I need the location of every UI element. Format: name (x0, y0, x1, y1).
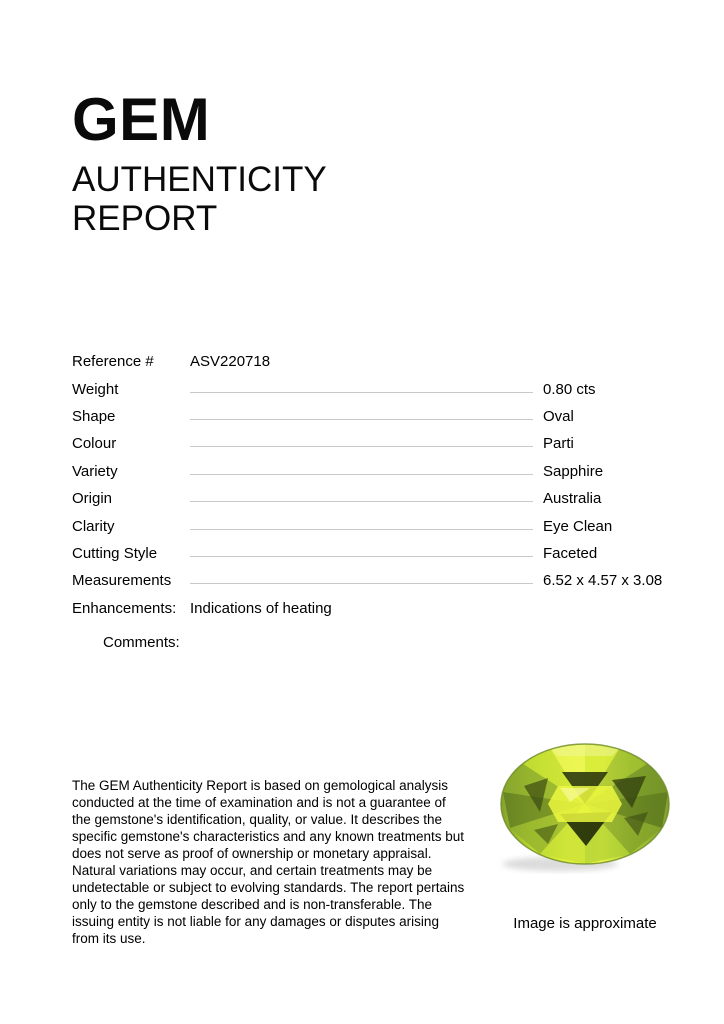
field-value-weight: 0.80 cts (543, 380, 596, 398)
leader-line (190, 529, 533, 530)
gem-details-section (72, 348, 662, 656)
gem-image (498, 742, 672, 874)
field-value-shape: Oval (543, 407, 574, 425)
field-value-reference: ASV220718 (190, 353, 271, 371)
field-label-colour: Colour (72, 435, 117, 453)
field-row-cutting-style (72, 540, 662, 567)
report-title-sub: AUTHENTICITY REPORT (72, 160, 327, 238)
leader-line (190, 419, 533, 420)
leader-line (190, 501, 533, 502)
leader-line (190, 583, 533, 584)
field-label-enhancements: Enhancements: (72, 599, 177, 617)
field-row-clarity (72, 512, 662, 539)
field-row-enhancements (72, 595, 662, 622)
field-row-variety (72, 458, 662, 485)
field-row-origin (72, 485, 662, 512)
field-row-colour (72, 430, 662, 457)
field-row-measurements (72, 567, 662, 594)
field-label-comments: Comments: (103, 634, 180, 652)
field-label-shape: Shape (72, 407, 116, 425)
leader-line (190, 392, 533, 393)
report-header (72, 86, 444, 238)
field-row-shape (72, 403, 662, 430)
field-label-measurements: Measurements (72, 572, 172, 590)
gem-caption: Image is approximate (513, 915, 657, 932)
report-title-main: GEM (72, 86, 211, 153)
field-value-cutting-style: Faceted (543, 544, 598, 562)
leader-line (190, 556, 533, 557)
leader-line (190, 446, 533, 447)
field-value-clarity: Eye Clean (543, 517, 613, 535)
field-label-origin: Origin (72, 490, 113, 508)
field-label-cutting-style: Cutting Style (72, 544, 158, 562)
field-label-reference: Reference # (72, 353, 154, 371)
field-label-clarity: Clarity (72, 517, 115, 535)
field-row-reference (72, 348, 662, 375)
leader-line (190, 474, 533, 475)
field-value-measurements: 6.52 x 4.57 x 3.08 (543, 572, 663, 590)
field-label-weight: Weight (72, 380, 119, 398)
field-row-comments (72, 629, 662, 656)
field-value-enhancements: Indications of heating (190, 599, 332, 617)
field-value-colour: Parti (543, 435, 574, 453)
field-row-weight (72, 375, 662, 402)
field-value-origin: Australia (543, 490, 602, 508)
field-value-variety: Sapphire (543, 462, 604, 480)
field-label-variety: Variety (72, 462, 118, 480)
gem-figure (498, 742, 672, 932)
disclaimer-text: The GEM Authenticity Report is based on gemological analysis conducted at the time of examination and is not a guarantee of the gemstone's identification, quality, or value. It describes the specific gemstone's characteristics and any known treatments but does not serve as proof of ownership or monetary appraisal. Natural variations may occur, and certain treatments may be undetectable or subject to evolving standards. The report pertains only to the gemstone described and is non-transferable. The issuing entity is not liable for any damages or disputes arising from its use. (72, 777, 465, 946)
